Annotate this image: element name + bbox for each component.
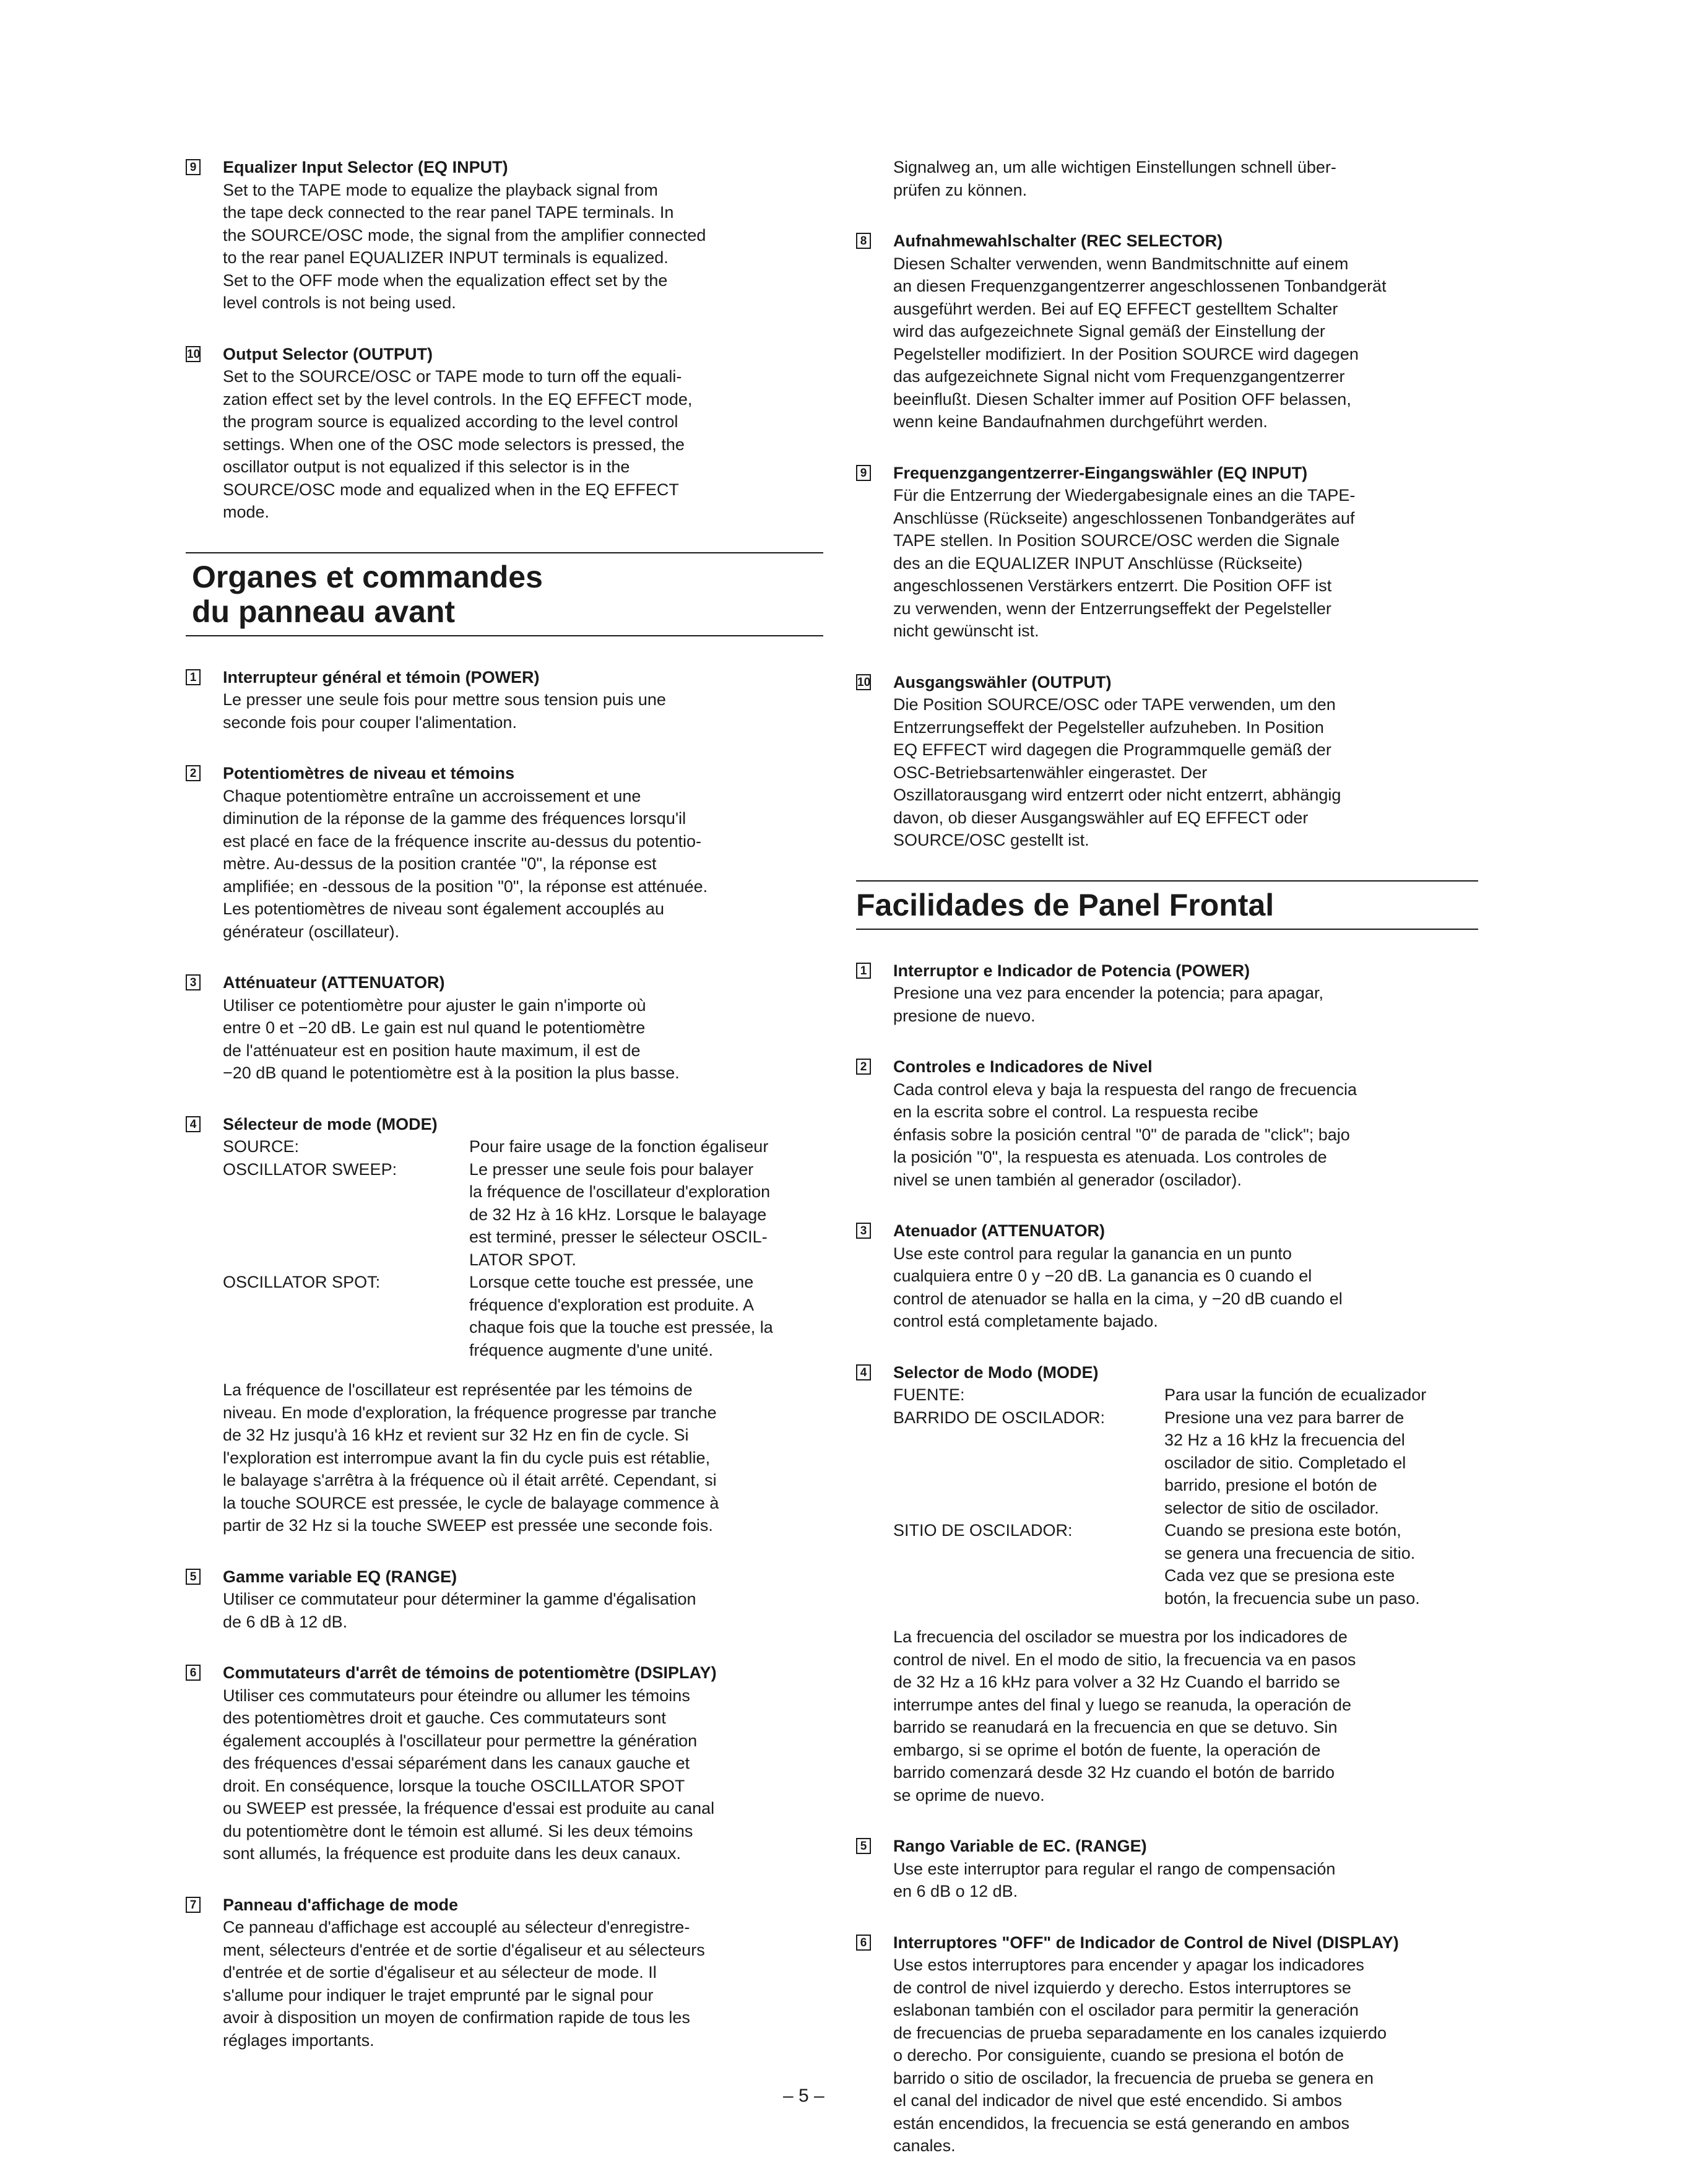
mode-name: FUENTE: (893, 1385, 965, 1404)
french-section-rule-top (186, 552, 823, 553)
item-title: Potentiomètres de niveau et témoins (223, 764, 515, 782)
mode-row (223, 1135, 773, 1158)
item-number-badge: 1 (186, 669, 201, 685)
mode-after-text: La fréquence de l'oscillateur est représentée par les témoins de niveau. En mode d'exploration, la fréquence progresse par tranche de 32 Hz jusqu'à 16 kHz et revient sur 32 Hz en fin de cycle. Si l'exploration est interrompue avant la fin du cycle puis est rétablie, le balayage s'arrêtra à la fréquence où il était arrêté. Cependant, si la touche SOURCE est pressée, le cycle de balayage commence à partir de 32 Hz si la touche SWEEP est pressée une seconde fois. (223, 1380, 719, 1535)
numbered-item (186, 1894, 823, 2052)
item-title: Rango Variable de EC. (RANGE) (893, 1837, 1147, 1855)
english-items (186, 156, 823, 524)
item-body: Ce panneau d'affichage est accouplé au sélecteur d'enregistre- ment, sélecteurs d'entrée et de sortie d'égaliseur et au sélecteurs d'entrée et de sortie d'égaliseur et au sélecteur de mode. Il s'allume pour indiquer le trajet emprunté par le signal pour avoir à disposition un moyen de confirmation rapide de tous les réglages importants. (223, 1918, 705, 2050)
numbered-item (856, 462, 1478, 643)
item-body: Use este interruptor para regular el rango de compensación en 6 dB o 12 dB. (893, 1859, 1336, 1900)
mode-table (223, 1135, 773, 1361)
spanish-mode-item (856, 1361, 1478, 1807)
item-title: Atenuador (ATTENUATOR) (893, 1221, 1105, 1240)
numbered-item (186, 666, 823, 734)
mode-table (893, 1384, 1426, 1610)
numbered-item (856, 230, 1478, 433)
mode-name: SITIO DE OSCILADOR: (893, 1521, 1073, 1540)
item-number-badge: 3 (186, 974, 201, 990)
item-number-badge: 3 (856, 1223, 871, 1239)
item-body: Utiliser ce potentiomètre pour ajuster le gain n'importe où entre 0 et −20 dB. Le gain est nul quand le potentiomètre de l'atténuateur est en position haute maximum, il est de −20 dB quand le potentiomètre est à la position la plus basse. (223, 995, 680, 1082)
numbered-item (186, 762, 823, 943)
item-body: Diesen Schalter verwenden, wenn Bandmitschnitte auf einem an diesen Frequenzgangentzerrer angeschlossenen Tonbandgerät ausgeführt werden. Bei auf EQ EFFECT gestelltem Schalter wird das aufgezeichnete Signal gemäß der Einstellung der Pegelsteller modifiziert. In der Position SOURCE wird dagegen das aufgezeichnete Signal nicht vom Frequenzgangentzerrer beeinflußt. Diesen Schalter immer auf Position OFF belassen, wenn keine Bandaufnahmen durchgeführt werden. (893, 254, 1387, 431)
item-body: Utiliser ces commutateurs pour éteindre ou allumer les témoins des potentiomètres droit et gauche. Ces commutateurs sont également accouplés à l'oscillateur pour permettre la génération des fréquences d'essai séparément dans les canaux gauche et droit. En conséquence, lorsque la touche OSCILLATOR SPOT ou SWEEP est pressée, la fréquence d'essai est produite au canal du potentiomètre dont le témoin est allumé. Si les deux témoins sont allumés, la fréquence est produite dans les deux canaux. (223, 1686, 715, 1863)
mode-name: BARRIDO DE OSCILADOR: (893, 1408, 1106, 1427)
numbered-item (186, 1662, 823, 1865)
item-body: Presione una vez para encender la potencia; para apagar, presione de nuevo. (893, 984, 1323, 1025)
item-body: Utiliser ce commutateur pour déterminer la gamme d'égalisation de 6 dB à 12 dB. (223, 1590, 696, 1631)
item-number-badge: 4 (856, 1364, 871, 1380)
item-title: Sélecteur de mode (MODE) (223, 1114, 438, 1133)
mode-name: SOURCE: (223, 1137, 300, 1156)
numbered-item (856, 960, 1478, 1028)
spanish-items-b (856, 1835, 1478, 2157)
mode-description: Cuando se presiona este botón, se genera una frecuencia de sitio. Cada vez que se presiona este botón, la frecuencia sube un paso. (1164, 1521, 1420, 1608)
item-number-badge: 5 (856, 1838, 871, 1854)
mode-description: Para usar la función de ecualizador (1164, 1385, 1427, 1404)
mode-row (893, 1519, 1426, 1610)
item-number-badge: 8 (856, 233, 871, 249)
mode-after-text: La frecuencia del oscilador se muestra por los indicadores de control de nivel. En el modo de sitio, la frecuencia va en pasos de 32 Hz a 16 kHz para volver a 32 Hz Cuando el barrido se interrumpe antes del final y luego se reanuda, la operación de barrido se reanudará en la frecuencia en que se detuvo. Sin embargo, si se oprime el botón de fuente, la operación de barrido comenzará desde 32 Hz cuando el botón de barrido se oprime de nuevo. (893, 1627, 1356, 1805)
numbered-item (856, 1220, 1478, 1333)
item-title: Aufnahmewahlschalter (REC SELECTOR) (893, 232, 1223, 250)
french-mode-item (186, 1113, 823, 1537)
item-body: Le presser une seule fois pour mettre sous tension puis une seconde fois pour couper l'alimentation. (223, 690, 666, 732)
item-body: Die Position SOURCE/OSC oder TAPE verwenden, um den Entzerrungseffekt der Pegelsteller aufzuheben. In Position EQ EFFECT wird dagegen die Programmquelle gemäß der OSC-Betriebsartenwähler eingerastet. Der Oszillatorausgang wird entzerrt oder nicht entzerrt, abhängig davon, ob dieser Ausgangswähler auf EQ EFFECT oder SOURCE/OSC gestellt ist. (893, 695, 1341, 849)
french-section-title: Organes et commandes du panneau avant (192, 559, 543, 629)
mode-description: Le presser une seule fois pour balayer la fréquence de l'oscillateur d'exploration de 32 Hz à 16 kHz. Lorsque le balayage est terminé, presser le sélecteur OSCIL- LATOR SPOT. (469, 1159, 771, 1269)
item-title: Interruptores "OFF" de Indicador de Control de Nivel (DISPLAY) (893, 1933, 1399, 1952)
item-number-badge: 1 (856, 963, 871, 979)
mode-name: OSCILLATOR SPOT: (223, 1273, 381, 1291)
mode-row (223, 1271, 773, 1361)
item-title: Interrupteur général et témoin (POWER) (223, 667, 540, 687)
mode-row (893, 1384, 1426, 1406)
item-number-badge: 6 (856, 1935, 871, 1951)
item-title: Output Selector (OUTPUT) (223, 344, 433, 363)
item-body: Set to the TAPE mode to equalize the playback signal from the tape deck connected to the rear panel TAPE terminals. In the SOURCE/OSC mode, the signal from the amplifier connected to the rear panel EQUALIZER INPUT terminals is equalized. Set to the OFF mode when the equalization effect set by the level controls is not being used. (223, 180, 706, 312)
item-number-badge: 5 (186, 1569, 201, 1585)
mode-row (893, 1406, 1426, 1520)
item-body: Use este control para regular la ganancia en un punto cualquiera entre 0 y −20 dB. La ganancia es 0 cuando el control de atenuador se halla en la cima, y −20 dB cuando el control está completamente bajado. (893, 1244, 1343, 1330)
item-body: Chaque potentiomètre entraîne un accroissement et une diminution de la réponse de la gamme des fréquences lorsqu'il est placé en face de la fréquence inscrite au-dessus du potentio- mètre. Au-dessus de la position crantée "0", la réponse est amplifiée; en -dessous de la position "0", la réponse est atténuée. Les potentiomètres de niveau sont également accouplés au générateur (oscillateur). (223, 786, 708, 941)
item-title: Interruptor e Indicador de Potencia (POWER) (893, 961, 1250, 980)
mode-name: OSCILLATOR SWEEP: (223, 1159, 397, 1179)
numbered-item (856, 671, 1478, 852)
mode-row (223, 1158, 773, 1272)
item-number-badge: 10 (186, 346, 201, 362)
item-body: Set to the SOURCE/OSC or TAPE mode to turn off the equali- zation effect set by the level controls. In the EQ EFFECT mode, the program source is equalized according to the level control settings. When one of the OSC mode selectors is pressed, the oscillator output is not equalized if this selector is in the SOURCE/OSC mode and equalized when in the EQ EFFECT mode. (223, 367, 693, 521)
item-body: Use estos interruptores para encender y apagar los indicadores de control de nivel izquierdo y derecho. Estos interruptores se eslabonan también con el oscilador para permitir la generación de frecuencias de prueba separadamente en los canales izquierdo o derecho. Por consiguiente, cuando se presiona el botón de barrido o sitio de oscilador, la frecuencia de prueba se genera en el canal del indicador de nivel que esté encendido. Si ambos están encendidos, la frecuencia se está generando en ambos canales. (893, 1956, 1387, 2155)
item-number-badge: 6 (186, 1665, 201, 1681)
item-title: Equalizer Input Selector (EQ INPUT) (223, 158, 508, 176)
spanish-section-rule-bottom (856, 929, 1478, 930)
item-number-badge: 9 (186, 159, 201, 175)
spanish-section-rule-top (856, 880, 1478, 882)
numbered-item (856, 1835, 1478, 1903)
mode-description: Lorsque cette touche est pressée, une fréquence d'exploration est produite. A chaque fois que la touche est pressée, la fréquence augmente d'une unité. (469, 1273, 773, 1359)
item-title: Panneau d'affichage de mode (223, 1895, 459, 1914)
item-number-badge: 9 (856, 465, 871, 481)
item-title: Frequenzgangentzerrer-Eingangswähler (EQ INPUT) (893, 463, 1308, 482)
left-column (186, 156, 823, 2080)
numbered-item (186, 156, 823, 314)
numbered-item (856, 1055, 1478, 1191)
item-number-badge: 7 (186, 1897, 201, 1913)
item-body: Für die Entzerrung der Wiedergabesignale eines an die TAPE- Anschlüsse (Rückseite) angeschlossenen Tonbandgerätes auf TAPE stellen. In Position SOURCE/OSC werden die Signale des an die EQUALIZER INPUT Anschlüsse (Rückseite) angeschlossenen Verstärkers entzerrt. Die Position OFF ist zu verwenden, wenn der Entzerrungseffekt der Pegelsteller nicht gewünscht ist. (893, 486, 1356, 640)
item-number-badge: 4 (186, 1116, 201, 1132)
numbered-item (856, 1931, 1478, 2157)
numbered-item (186, 1566, 823, 1634)
german-intro-text: Signalweg an, um alle wichtigen Einstellungen schnell über- prüfen zu können. (893, 158, 1336, 199)
item-title: Atténuateur (ATTENUATOR) (223, 973, 445, 992)
item-title: Controles e Indicadores de Nivel (893, 1057, 1153, 1076)
item-number-badge: 10 (856, 674, 871, 690)
numbered-item (186, 343, 823, 524)
numbered-item (186, 971, 823, 1085)
french-items-a (186, 666, 823, 1085)
french-section-rule-bottom (186, 635, 823, 636)
page-number: – 5 – (783, 2086, 825, 2106)
item-number-badge: 2 (856, 1059, 871, 1075)
item-title: Selector de Modo (MODE) (893, 1363, 1099, 1382)
right-column (856, 156, 1478, 2184)
item-body: Cada control eleva y baja la respuesta del rango de frecuencia en la escrita sobre el control. La respuesta recibe énfasis sobre la posición central "0" de parada de "click"; bajo la posición "0", la respuesta es atenuada. Los controles de nivel se unen también al generador (oscilador). (893, 1080, 1357, 1189)
item-number-badge: 2 (186, 765, 201, 781)
french-items-b (186, 1566, 823, 2052)
item-title: Commutateurs d'arrêt de témoins de potentiomètre (DSIPLAY) (223, 1663, 717, 1682)
german-items (856, 230, 1478, 852)
spanish-section-title: Facilidades de Panel Frontal (856, 887, 1275, 922)
item-title: Ausgangswähler (OUTPUT) (893, 672, 1112, 691)
mode-description: Pour faire usage de la fonction égaliseur (469, 1137, 769, 1156)
spanish-items-a (856, 960, 1478, 1333)
item-title: Gamme variable EQ (RANGE) (223, 1567, 457, 1586)
mode-description: Presione una vez para barrer de 32 Hz a 16 kHz la frecuencia del oscilador de sitio. Completado el barrido, presione el botón de selector de sitio de oscilador. (1164, 1408, 1406, 1517)
